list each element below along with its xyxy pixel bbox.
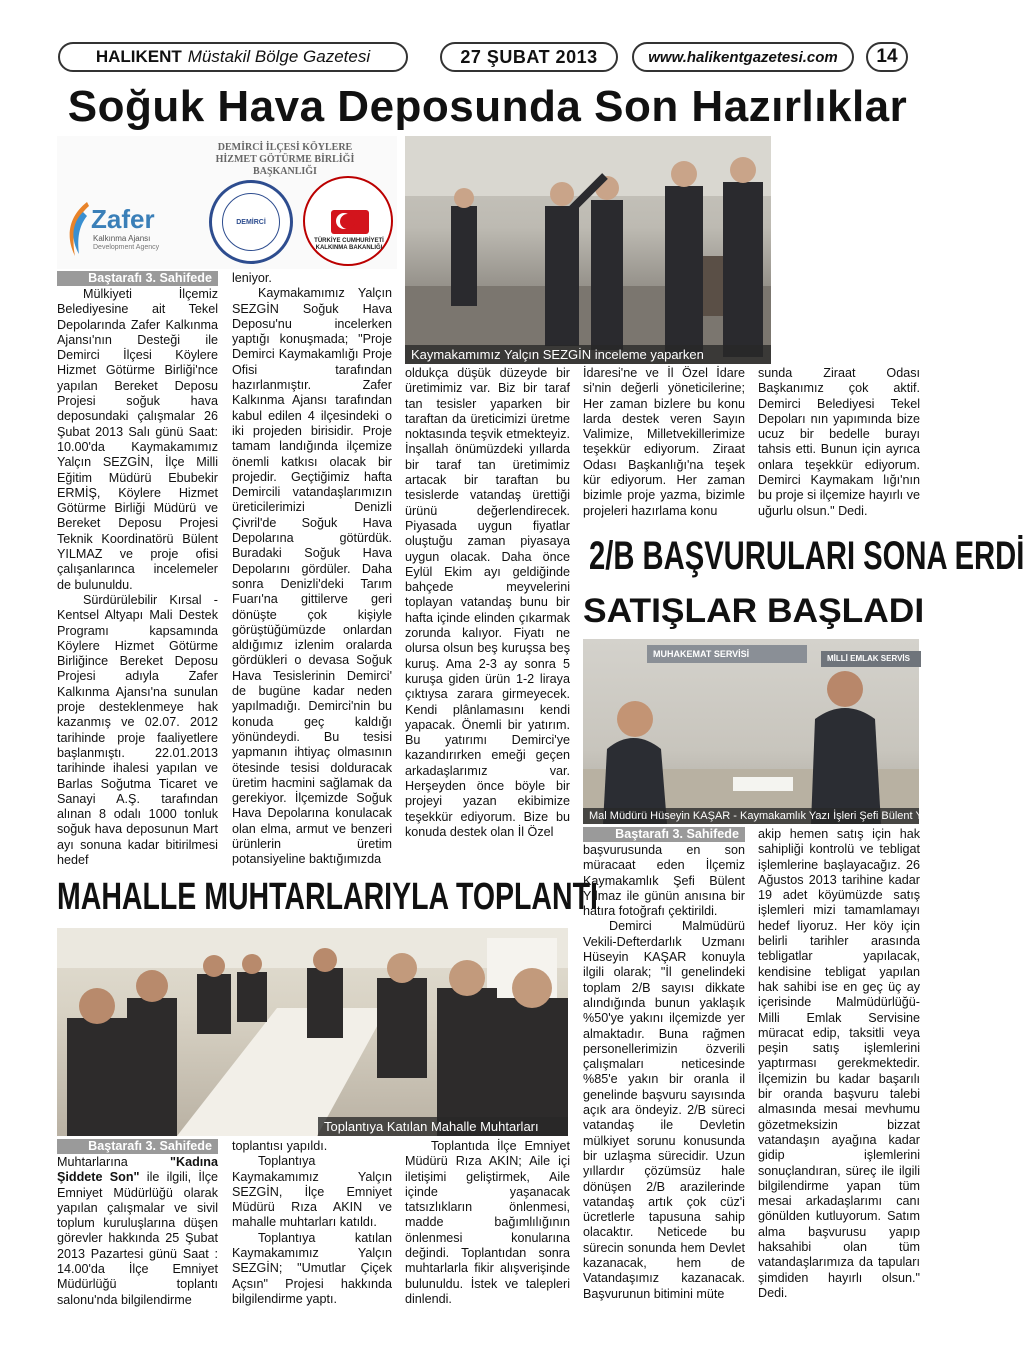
- zafer-logo-name: Zafer: [91, 204, 155, 234]
- birlik-logo-text: DEMİRCİ İLÇESİ KÖYLERE HİZMET GÖTÜRME BİRLİĞİ BAŞKANLIĞI: [215, 142, 355, 177]
- office-photo: [583, 639, 956, 824]
- seal-center-text: DEMİRCİ: [222, 193, 280, 251]
- ministry-logo-text: TÜRKİYE CUMHURİYETİ KALKINMA BAKANLIĞI: [314, 238, 384, 251]
- article3-column-3: Toplantıda İlçe Emniyet Müdürü Rıza AKIN; Aile içi iletişimi geliştirmek, Aile içinde yaşanacak tatsızlıkların önlenmesi, madde bağımlılığının önlenmesi konularına değindi. Toplantıdan sonra muhtarlarla fikir alışverişinde bulunuldu. İstek ve talepleri dinlendi.: [405, 1139, 570, 1306]
- article2-column-2: akip hemen satış için hak sahipliği kontrolü ve tebligat işlemlerine başlayacağız. 26 Ağustos 2013 tarihine kadar 19 adet köyümüzde satış işlemleri mizi tamamlamayı hedef liyoruz. Her köy için belirli tarihler arasında tebligatlar yapılacak, kendisine tebligat yapılan hak sahibi ise en geç üç ay içerisinde Malmüdürlüğü-Milli Emlak Servisine müracat edip, taksitli veya peşin satış işlemlerini yaptırması gerekmektedir. İlçemizin bu kadar başarılı bir oranda başvuru talebi almasında mesai mevhumu gözetmeksizin bizzat vatandaşın ayağına kadar gidip işlemlerini sonuçlandıran, süreç ile ilgili bilgilendirme yapan tüm mesai arkadaşlarımı canı gönülden kutluyorum. Satım alma başvurusu yapıp haksahibi olan tüm vatandaşlarımıza da tapuları şimdiden hayırlı olsun." Dedi.: [758, 827, 920, 1300]
- inspection-photo: [405, 136, 771, 364]
- article1-column-5: sunda Ziraat Odası Başkanımız çok aktif. Demirci Belediyesi Tekel Depoları nın yapımında bize ucuz bir bedelle burayı tahsis etti. Bunun için ayrıca onlara teşekkür ediyorum. Demirci Kaymakam lığı'nın bu proje si ilçemize hayırlı ve uğurlu olsun." Dedi.: [758, 366, 920, 518]
- website-link[interactable]: www.halikentgazetesi.com: [632, 42, 854, 72]
- article1-column-1: Baştarafı 3. Sahifede Mülkiyeti İlçemiz Belediyesine ait Tekel Depolarında Zafer Kalkınma Ajansı'nın Desteği ile Demirci İlçesi Köylere Hizmet Götürme Birliği'nce yapılan Bereket Deposu Projesi soğuk hava deposundaki çalışmalar 26 Şubat 2013 Salı günü Saat: 10.00'da Kaymakamımız Yalçın SEZGİN, İlçe Milli Eğitim Müdürü Ebubekir ERMİŞ, Köylere Hizmet Götürme Birliği Müdürü ve Bereket Deposu Projesi Teknik Koordinatörü Bülent YILMAZ ve proje ofisi çalışanlarınca incelemeler de bulunuldu. Sürdürülebilir Kırsal - Kentsel Altyapı Mali Destek Programı kapsamında Köylere Hizmet Götürme Birliğince Bereket Deposu Projesi adıyla Zafer Kalkınma Ajansı'na sunulan proje desteklenmeye hak kazanmış ve 02.07. 2012 tarihinde proje faaliyetlere başlanmıştı. 22.01.2013 tarihinde ihalesi yapılan ve Barlas Soğutma Ticaret ve Sanayi A.Ş. tarafından alınan 8 odalı 1000 tonluk soğuk hava deposunun Mart ayı sonuna kadar bitirilmesi hedef: [57, 271, 218, 867]
- article2-headline: 2/B BAŞVURULARI SONA ERDİ: [589, 534, 1024, 578]
- birlik-seal-icon: [209, 180, 293, 264]
- article3-kicker: Baştarafı 3. Sahifede: [57, 1139, 218, 1154]
- article3-headline: MAHALLE MUHTARLARIYLA TOPLANTI: [57, 876, 598, 918]
- article1-kicker: Baştarafı 3. Sahifede: [57, 271, 218, 286]
- logos-image: [57, 136, 397, 269]
- article1-column-4: İdaresi'ne ve İl Özel İdare si'nin değerli yöneticilerine; Her zaman bizlere bu konu larda destek veren Sayın Valimize, Milletvekillerimize teşekkür ediyorum. Ziraat Odası Başkanlığı'na teşek kür ediyorum. Her zaman bizimle proje yazma, bizimle projeleri hazırlama konu: [583, 366, 745, 518]
- main-headline: Soğuk Hava Deposunda Son Hazırlıklar: [67, 82, 908, 131]
- office-sign-right: MİLLİ EMLAK SERVİS: [821, 651, 921, 667]
- article2-column-1: Baştarafı 3. Sahifede başvurusunda en son müracaat eden İlçemiz Kaymakamlık Şefi Bülent Yılmaz ile günün anısına bir hatıra fotoğrafı çektirildi. Demirci Malmüdürü Vekili-Defterdarlık Uzmanı Hüseyin KAŞAR konuyla ilgili olarak; "İl genelindeki toplam 2/B sayısı dikkate alındığında bunun yaklaşık %50'ye yakını ilçemizde yer almaktadır. Buna rağmen personellerimizin özverili çalışmaları neticesinde %85'e yakın bir oranla il genelinde başvuru sayısında açık ara öndeyiz. 2/B süreci vatandaş ile Devletin mülkiyet sorunu konusunda bir uzlaşma sürecidir. Uzun yıllardır çözümsüz hale dönüşen 2/B arazilerinde vatandaş artık çok cüz'i ücretlerle tapusuna sahip olacaktır. Neticede bu sürecin sonunda hem Devlet kazanacak, hem de Vatandaşımız kazanacak. Başvurunun bitimini müte: [583, 827, 745, 1301]
- meeting-photo-caption: Toplantıya Katılan Mahalle Muhtarları: [318, 1117, 568, 1136]
- ministry-logo-icon: [303, 176, 393, 266]
- office-photo-caption: Mal Müdürü Hüseyin KAŞAR - Kaymakamlık Yazı İşleri Şefi Bülent YILMAZ: [583, 808, 919, 824]
- issue-date: 27 ŞUBAT 2013: [440, 42, 618, 72]
- meeting-photo: [57, 928, 568, 1136]
- zafer-logo-sub2: Development Agency: [93, 244, 160, 251]
- paper-name-box: [58, 42, 408, 72]
- page-number: 14: [866, 42, 908, 72]
- office-sign-left: MUHAKEMAT SERVİSİ: [647, 645, 807, 663]
- article2-kicker: Baştarafı 3. Sahifede: [583, 827, 745, 842]
- article1-column-2: leniyor. Kaymakamımız Yalçın SEZGİN Soğuk Hava Deposu'nu incelerken yaptığı konuşmada; "Proje Demirci Kaymakamlığı Proje Ofisi tarafından hazırlanmıştır. Zafer Kalkınma Ajansı tarafından kabul edilen 4 ilçesindeki o iki projeden birisidir. Proje tamam landığında ilçemize önemli katkısı olacak bir projedir. Geçtiğimiz hafta Demircili vatandaşlarımızın üreticilerimizi Denizli Çivril'de Soğuk Hava Depolarına götürdük. Buradaki Soğuk Hava Depolarını gördüler. Daha sonra Denizli'deki Tarım Fuarı'na gittilerve geri dönüşte çok kişiyle görüştüğümüzde onlardan aldığımız izlenim oralarda gördükleri o devasa Soğuk Hava Tesislerinin Demirci' de bugüne kadar neden yapılmadığı. Demirci'nin bu konuda geç kaldığı yönündeydi. Bu tesisi yapmanın ihtiyaç olmasının ötesinde tesisi dolduracak üretim hacmini sağlamak da gerekiyor. İlçemizde Soğuk Hava Depolarına konulacak olan elma, armut ve benzeri ürünlerin üretim potansiyeline baktığımızda: [232, 271, 392, 867]
- article1-column-3: oldukça düşük düzeyde bir üretimimiz var. Biz bir taraf tan tesisler yaparken bir taraftan da üreticimizi üretme noktasında teşvik etmekteyiz. İnşallah önümüzdeki yıllarda bir taraf tan üretimimiz artacak bir taraftan bu tesislerde vatandaş ürettiği ürünü değerlendirecek. Piyasada uygun fiyatlar oluştuğu zaman piyasaya uygun olacak. Daha önce Eylül Ekim ayı geldiğinde bahçede meyvelerini toplayan vatandaş bunu bir hafta içinde elinden çıkarmak zorunda kalıyor. Fiyatı ne olursa olsun beş kuruşsa beş kuruş. Ama 2-3 ay sonra 5 kuruşa giden ürün 1-2 liraya çıktıysa zarara girmeyecek. Kendi plânlamasını kendi yapacak. Önemli bir yatırım. Bu yatırımı Demirci'ye kazandırırken emeği geçen arkadaşlarımız var. Herşeyden önce böyle bir projeyi yazan ekibimize teşekkür ediyorum. Bize bu konuda destek olan İl Özel: [405, 366, 570, 839]
- paper-tagline: Müstakil Bölge Gazetesi: [187, 47, 371, 66]
- paper-name: HALIKENT: [95, 47, 182, 66]
- article3-column-1: Baştarafı 3. Sahifede Muhtarlarına "Kadına Şiddete Son" ile ilgili, İlçe Emniyet Müdürlüğü olarak yapılan çalışmalar ve sivil toplum kuruluşlarına düşen görevler hakkında 25 Şubat 2013 Pazartesi günü Saat : 14.00'da İlçe Emniyet Müdürlüğü toplantı salonu'nda bilgilendirme: [57, 1139, 218, 1307]
- inspection-photo-caption: Kaymakamımız Yalçın SEZGİN inceleme yaparken: [405, 345, 771, 364]
- article3-column-2: toplantısı yapıldı. Toplantıya Kaymakamımız Yalçın SEZGİN, İlçe Emniyet Müdürü Rıza AKIN ve mahalle muhtarları katıldı. Toplantıya katılan Kaymakamımız Yalçın SEZGİN; "Umutlar Çiçek Açsın" Projesi hakkında bilgilendirme yaptı.: [232, 1139, 392, 1306]
- article2-subheadline: SATIŞLAR BAŞLADI: [583, 592, 925, 630]
- zafer-logo-sub1: Kalkınma Ajansı: [93, 234, 151, 243]
- zafer-swoosh-icon: [61, 198, 91, 258]
